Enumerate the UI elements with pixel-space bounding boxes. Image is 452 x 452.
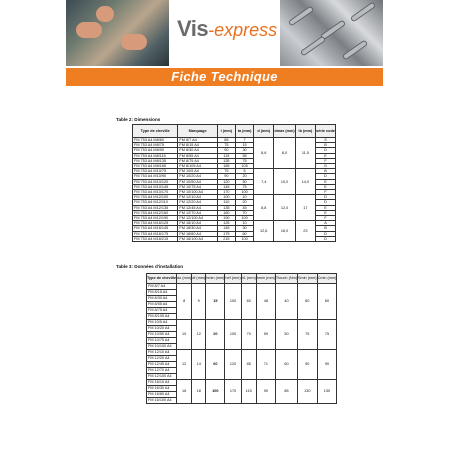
table-cell: D <box>315 231 335 236</box>
type-cell: FM 10/5 A4 <box>147 320 177 326</box>
value-cell: 60 <box>206 350 225 380</box>
table-cell: 100 <box>235 236 253 241</box>
table-cell: 160 <box>217 210 235 215</box>
table-cell: FM 753 A4 M8/165 <box>133 164 178 169</box>
table-cell: 135 <box>217 158 235 163</box>
value-cell: 9 <box>192 284 206 320</box>
header-hef: hef (mm) <box>225 274 241 284</box>
table-cell: 75 <box>217 143 235 148</box>
table-cell: FM 753 A4 M12/100 <box>133 195 178 200</box>
value-cell: 71 <box>256 350 275 380</box>
header-do: do (mm) <box>177 274 192 284</box>
title-banner <box>66 68 383 86</box>
value-cell: 12 <box>177 350 192 380</box>
brand-logo <box>177 16 277 42</box>
value-cell: 100 <box>225 284 241 320</box>
table-cell: FM 753 A4 M10/90 <box>133 174 178 179</box>
dimensions-table <box>132 124 336 242</box>
table-cell: B <box>315 143 335 148</box>
value-cell: 18 <box>192 380 206 404</box>
type-cell: FM 8/15 A4 <box>147 290 177 296</box>
header-df: df (mm) <box>192 274 206 284</box>
table-cell: E <box>315 205 335 210</box>
value-cell: 90 <box>317 350 337 380</box>
group-cell-dmax: 10,0 <box>274 169 295 195</box>
type-cell: FM 12/100 A4 <box>147 374 177 380</box>
group-cell-dmax: 12,0 <box>274 195 295 221</box>
group-cell-d: 12,6 <box>254 221 274 242</box>
group-cell-d: 7,4 <box>254 169 274 195</box>
type-cell: FM 12/20 A4 <box>147 356 177 362</box>
table-cell: FM 753 A4 M8/75 <box>133 143 178 148</box>
value-cell: 100 <box>206 380 225 404</box>
value-cell: 16 <box>177 380 192 404</box>
table-cell: F <box>315 158 335 163</box>
type-cell: FM 8/30 A4 <box>147 296 177 302</box>
group-cell-lb: 17 <box>295 195 315 221</box>
type-cell: FM 8/75 A4 <box>147 308 177 314</box>
table-cell: 65 <box>217 138 235 143</box>
table-cell: FM 753 A4 M10/170 <box>133 190 178 195</box>
screw-shape <box>289 7 313 25</box>
value-cell: 59 <box>256 320 275 350</box>
table-cell: FM 10/50 A4 <box>178 179 217 184</box>
table-cell: 215 <box>217 236 235 241</box>
photo-hands-tools <box>66 0 169 66</box>
table-cell: FM 753 A4 M16/175 <box>133 231 178 236</box>
table-cell: FM 753 A4 M8/135 <box>133 158 178 163</box>
table-cell: 100 <box>235 216 253 221</box>
value-cell: 75 <box>298 320 318 350</box>
table-cell: E <box>315 184 335 189</box>
table-cell: FM 753 A4 M8/60 <box>133 138 178 143</box>
value-cell: 60 <box>317 284 337 320</box>
header-dmax: dmax (mm) <box>274 125 295 138</box>
value-cell: 90 <box>298 350 318 380</box>
table-cell: 75 <box>235 158 253 163</box>
table-cell: FM 12/45 A4 <box>178 205 217 210</box>
table-cell: 30 <box>235 226 253 231</box>
table-cell: 190 <box>217 216 235 221</box>
table-cell: FM 10/5 A4 <box>178 169 217 174</box>
table-cell: FM 753 A4 M10/120 <box>133 179 178 184</box>
table-cell: 115 <box>217 153 235 158</box>
table-cell: FM 16/60 A4 <box>178 231 217 236</box>
group-cell-d: 8,8 <box>254 195 274 221</box>
type-cell: FM 8/7 A4 <box>147 284 177 290</box>
header-cmin: Cmin (mm) <box>317 274 337 284</box>
table-cell: FM 8/15 A4 <box>178 143 217 148</box>
header-marquage: Marquage <box>178 125 217 138</box>
table-cell: 15 <box>235 143 253 148</box>
table-cell: 110 <box>217 200 235 205</box>
banner-title: Fiche Technique <box>171 69 278 84</box>
header-hmin2: hmin (mm) <box>256 274 275 284</box>
table-cell: 125 <box>217 221 235 226</box>
table-cell: FM 8/75 A4 <box>178 158 217 163</box>
table-cell: D <box>315 200 335 205</box>
hand-shape <box>121 34 147 50</box>
header-hmin: hmin (mm) <box>206 274 225 284</box>
table-cell: FM 12/10 A4 <box>178 195 217 200</box>
value-cell: 85 <box>275 380 297 404</box>
table-cell: 120 <box>217 179 235 184</box>
header-d: d (mm) <box>254 125 274 138</box>
table-cell: 55 <box>235 153 253 158</box>
table-cell: 20 <box>235 200 253 205</box>
group-cell-lb: 23 <box>295 221 315 242</box>
header-lb: lb (mm) <box>295 125 315 138</box>
table-cell: FM 12/20 A4 <box>178 200 217 205</box>
table-cell: D <box>315 236 335 241</box>
value-cell: 130 <box>298 380 318 404</box>
screw-shape <box>343 41 367 59</box>
group-cell-lb: 11,5 <box>295 138 315 169</box>
table-cell: FM 10/20 A4 <box>178 174 217 179</box>
group-cell-dmax: 8,0 <box>274 138 295 169</box>
table-cell: 105 <box>235 164 253 169</box>
table-cell: 50 <box>235 179 253 184</box>
value-cell: 10 <box>177 320 192 350</box>
table-cell: 100 <box>217 195 235 200</box>
table-cell: F <box>315 190 335 195</box>
table-cell: FM 8/30 A4 <box>178 148 217 153</box>
table-cell: 135 <box>217 205 235 210</box>
table-cell: F <box>315 216 335 221</box>
table-cell: FM 753 A4 M12/160 <box>133 210 178 215</box>
hand-shape <box>96 6 114 22</box>
table-cell: 145 <box>217 184 235 189</box>
header-serie: série code <box>315 125 335 138</box>
table-cell: FM 753 A4 M12/135 <box>133 205 178 210</box>
type-cell: FM 10/20 A4 <box>147 326 177 332</box>
table-cell: S <box>315 138 335 143</box>
table-cell: FM 753 A4 M12/110 <box>133 200 178 205</box>
table-cell: FM 10/100 A4 <box>178 190 217 195</box>
installation-table <box>146 273 337 404</box>
table-cell: FM 753 A4 M8/115 <box>133 153 178 158</box>
table-cell: FM 753 A4 M16/215 <box>133 236 178 241</box>
table-cell: 175 <box>217 231 235 236</box>
table-cell: FM 753 A4 M8/90 <box>133 148 178 153</box>
value-cell: 50 <box>275 320 297 350</box>
value-cell: 90 <box>256 380 275 404</box>
value-cell: 48 <box>256 284 275 320</box>
table-cell: 45 <box>235 205 253 210</box>
table-cell: E <box>315 210 335 215</box>
header-torque: Ttouch (Nm) <box>275 274 297 284</box>
hand-shape <box>76 22 102 38</box>
value-cell: 60 <box>298 284 318 320</box>
table-cell: 10 <box>235 221 253 226</box>
table-cell: FM 16/30 A4 <box>178 226 217 231</box>
table-cell: FM 10/75 A4 <box>178 184 217 189</box>
value-cell: 120 <box>225 350 241 380</box>
table-cell: A <box>315 221 335 226</box>
type-cell: FM 16/60 A4 <box>147 392 177 398</box>
table-cell: E <box>315 179 335 184</box>
table-cell: B <box>315 226 335 231</box>
value-cell: 130 <box>317 380 337 404</box>
value-cell: 14 <box>192 350 206 380</box>
table1-title: Table 2: Dimensions <box>116 117 161 122</box>
table-cell: 90 <box>217 174 235 179</box>
type-cell: FM 12/45 A4 <box>147 362 177 368</box>
table-cell: 90 <box>217 148 235 153</box>
table-cell: FM 12/70 A4 <box>178 210 217 215</box>
value-cell: 20 <box>206 320 225 350</box>
value-cell: 8 <box>177 284 192 320</box>
table-cell: 165 <box>217 164 235 169</box>
header-ta: ta (mm) <box>235 125 253 138</box>
table-cell: FM 753 A4 M10/75 <box>133 169 178 174</box>
table-cell: 100 <box>235 190 253 195</box>
table-cell: 7 <box>235 138 253 143</box>
screw-shape <box>321 21 345 39</box>
type-cell: FM 10/50 A4 <box>147 332 177 338</box>
value-cell: 70 <box>241 320 256 350</box>
header-smin: Smin (mm) <box>298 274 318 284</box>
table-cell: D <box>315 174 335 179</box>
table-cell: E <box>315 153 335 158</box>
type-cell: FM 16/30 A4 <box>147 386 177 392</box>
table-cell: 70 <box>235 210 253 215</box>
type-cell: FM 16/10 A4 <box>147 380 177 386</box>
screw-shape <box>351 3 375 21</box>
table-cell: 5 <box>235 169 253 174</box>
table-cell: FM 16/10 A4 <box>178 221 217 226</box>
table-cell: 75 <box>235 184 253 189</box>
table2-title: Table 3: Données d'installation <box>116 264 184 269</box>
header-h1: h1 (mm) <box>241 274 256 284</box>
value-cell: 75 <box>317 320 337 350</box>
header-type: Type de cheville <box>133 125 178 138</box>
page-header <box>0 0 452 68</box>
value-cell: 12 <box>192 320 206 350</box>
type-cell: FM 12/70 A4 <box>147 368 177 374</box>
group-cell-lb: 14,0 <box>295 169 315 195</box>
group-cell-d: 8,6 <box>254 138 274 169</box>
header-l: l (mm) <box>217 125 235 138</box>
value-cell: 60 <box>275 350 297 380</box>
table-cell: 20 <box>235 174 253 179</box>
type-cell: FM 8/105 A4 <box>147 314 177 320</box>
table-cell: FM 753 A4 M12/190 <box>133 216 178 221</box>
type-cell: FM 10/100 A4 <box>147 344 177 350</box>
screw-shape <box>301 37 325 55</box>
table-cell: FM 16/100 A4 <box>178 236 217 241</box>
table-cell: FM 8/105 A4 <box>178 164 217 169</box>
value-cell: 170 <box>225 380 241 404</box>
header-type: Type de cheville <box>147 274 177 284</box>
logo-vis: Vis <box>177 16 209 41</box>
table-cell: D <box>315 195 335 200</box>
table-cell: FM 753 A4 M16/145 <box>133 226 178 231</box>
table-cell: B <box>315 169 335 174</box>
table-cell: FM 12/100 A4 <box>178 216 217 221</box>
group-cell-dmax: 16,0 <box>274 221 295 242</box>
type-cell: FM 16/100 A4 <box>147 398 177 404</box>
table-cell: 75 <box>217 169 235 174</box>
value-cell: 40 <box>275 284 297 320</box>
table-cell: D <box>315 148 335 153</box>
table-cell: 145 <box>217 226 235 231</box>
table-cell: FM 753 A4 M10/145 <box>133 184 178 189</box>
type-cell: FM 8/55 A4 <box>147 302 177 308</box>
value-cell: 100 <box>225 320 241 350</box>
table-cell: G <box>315 164 335 169</box>
type-cell: FM 12/10 A4 <box>147 350 177 356</box>
value-cell: 15 <box>206 284 225 320</box>
table-cell: FM 753 A4 M16/125 <box>133 221 178 226</box>
table-cell: 170 <box>217 190 235 195</box>
table-cell: 60 <box>235 231 253 236</box>
photo-screws <box>280 0 383 66</box>
table-cell: 10 <box>235 195 253 200</box>
logo-express: -express <box>208 20 278 40</box>
type-cell: FM 10/75 A4 <box>147 338 177 344</box>
value-cell: 60 <box>241 284 256 320</box>
table-cell: FM 8/7 A4 <box>178 138 217 143</box>
value-cell: 115 <box>241 380 256 404</box>
value-cell: 85 <box>241 350 256 380</box>
table-cell: 30 <box>235 148 253 153</box>
table-cell: FM 8/55 A4 <box>178 153 217 158</box>
